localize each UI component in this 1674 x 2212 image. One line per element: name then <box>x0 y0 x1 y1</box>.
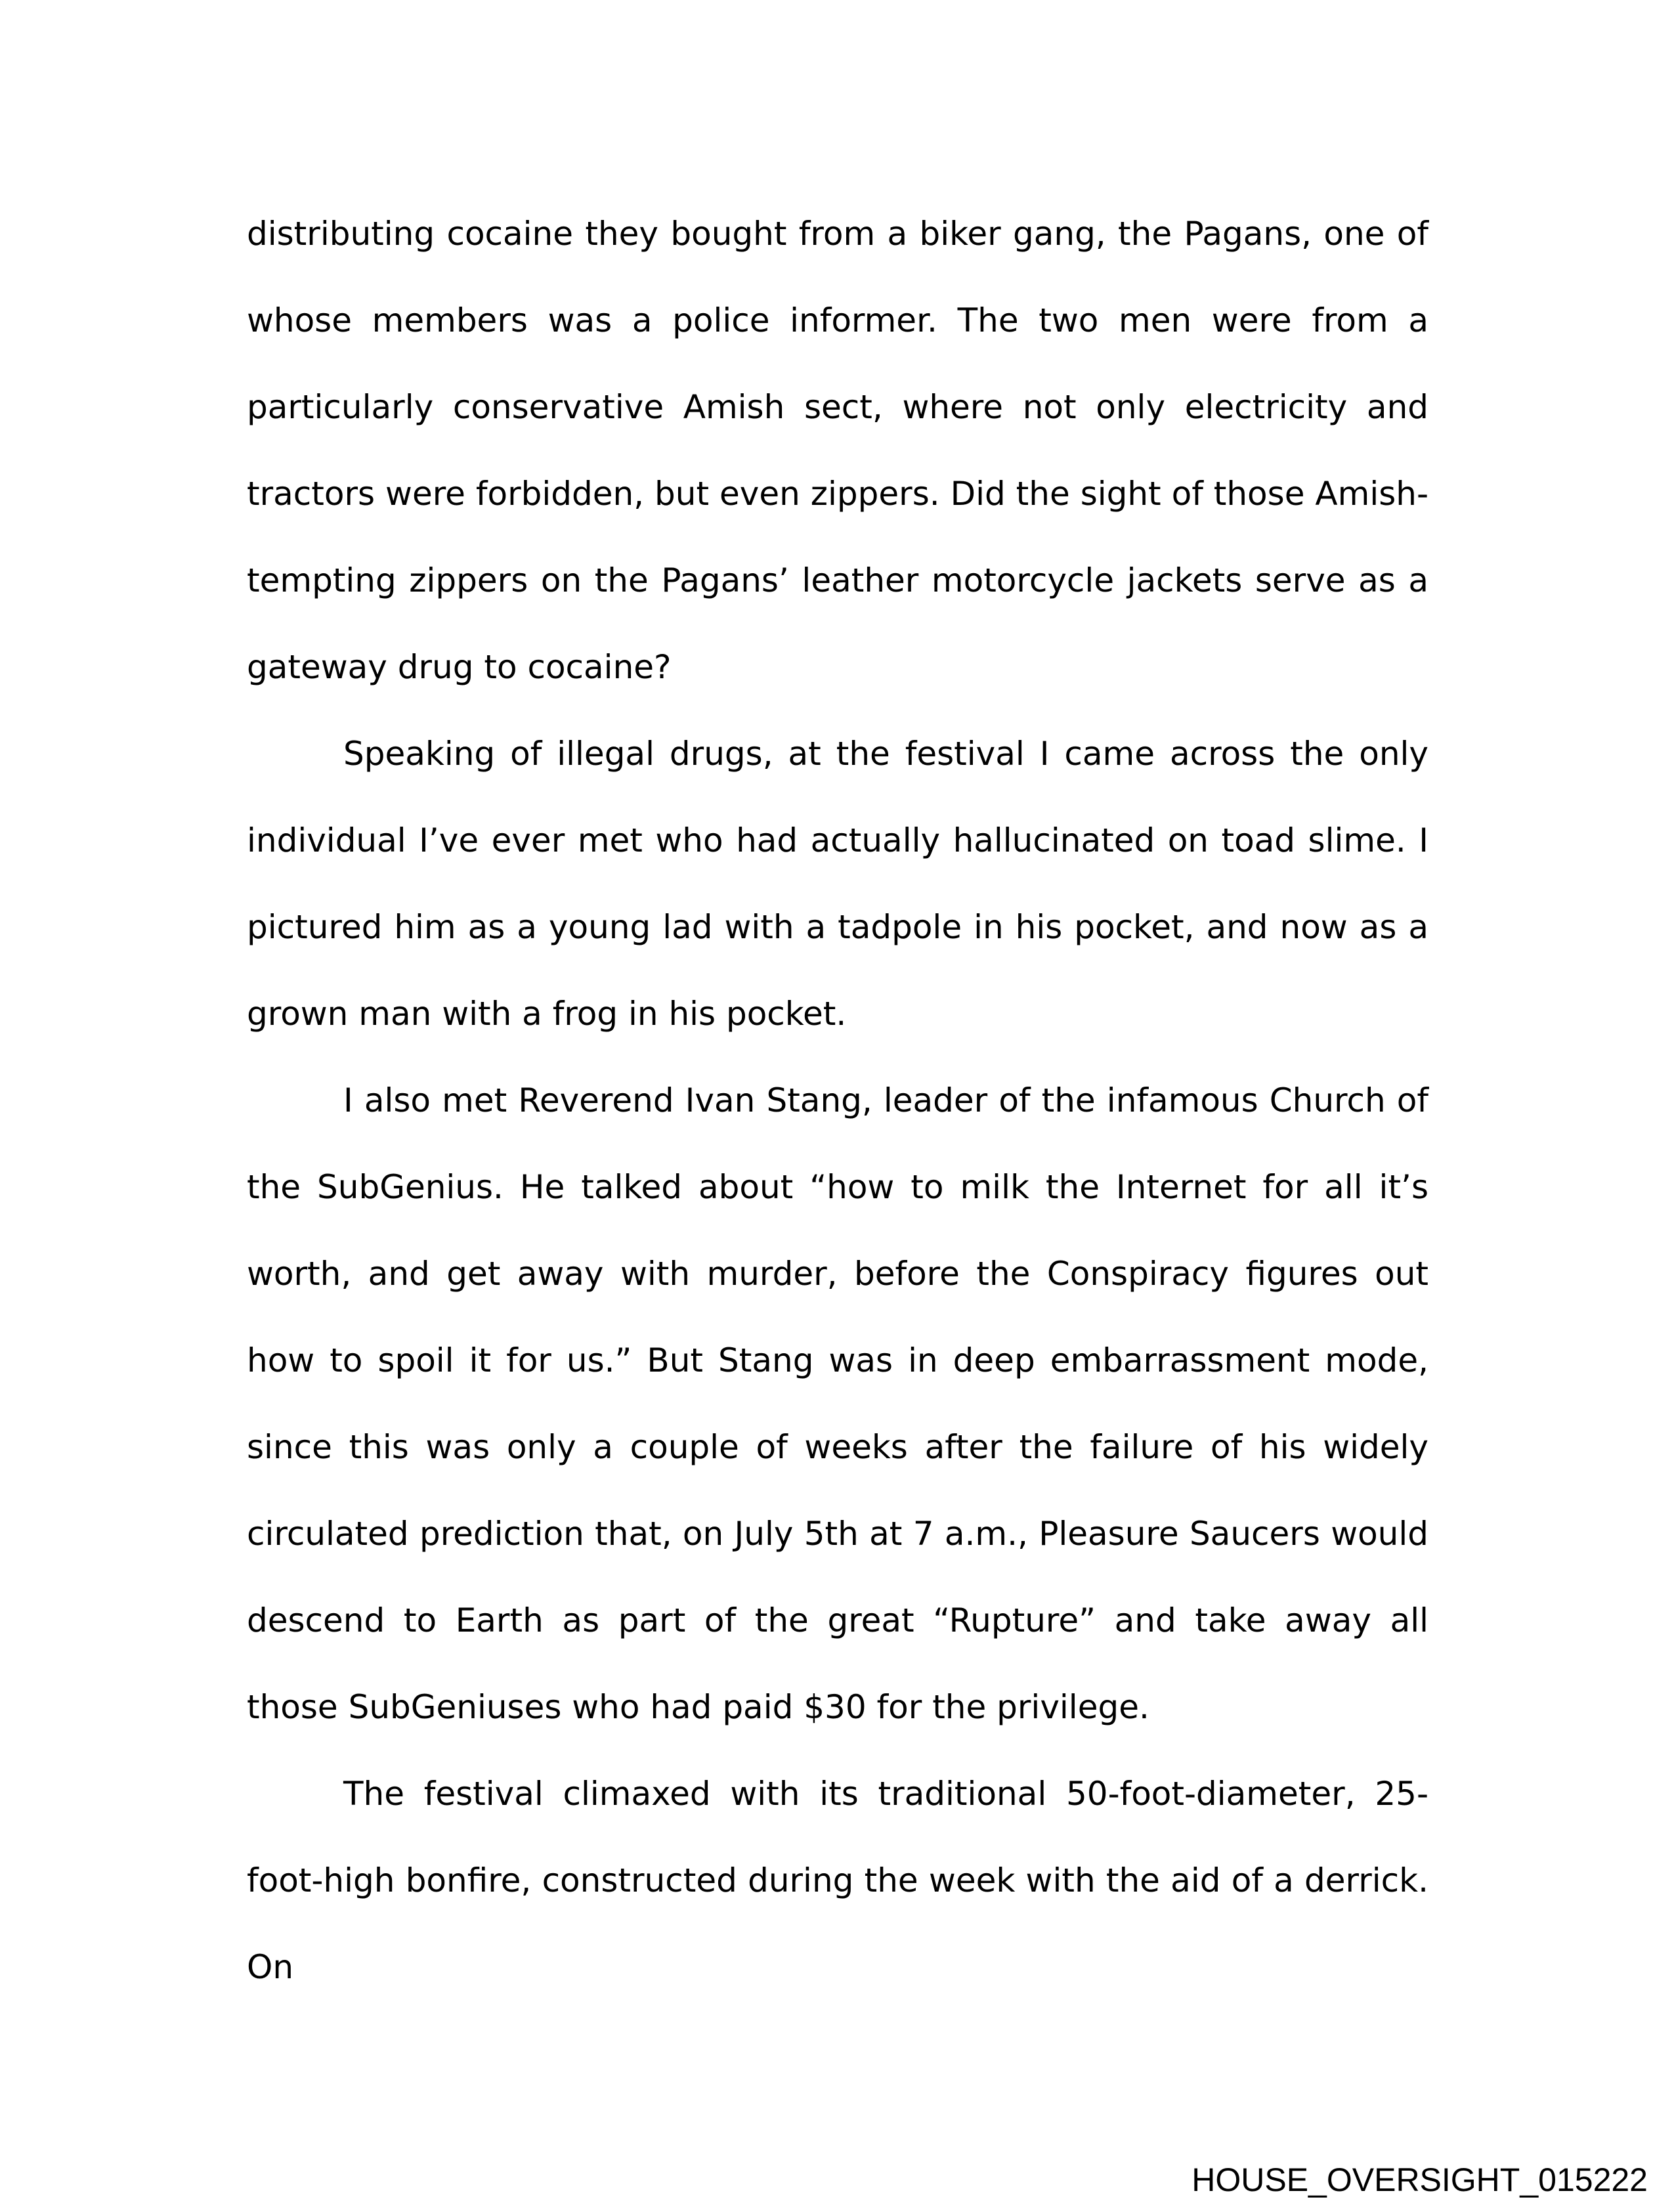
paragraph-ivan-stang: I also met Reverend Ivan Stang, leader of the infamous Church of the SubGenius. He talked about “how to milk the Internet for all it’s worth, and get away with murder, before the Conspiracy figures out how to spoil it for us.” But Stang was in deep embarrassment mode, since this was only a couple of weeks after the failure of his widely circulated prediction that, on July 5th at 7 a.m., Pleasure Saucers would descend to Earth as part of the great “Rupture” and take away all those SubGeniuses who had paid $30 for the privilege. <box>247 1081 1428 1726</box>
body-text <box>247 190 1428 2010</box>
paragraph-continuation: distributing cocaine they bought from a biker gang, the Pagans, one of whose members was a police informer. The two men were from a particularly conservative Amish sect, where not only electricity and tractors were forbidden, but even zippers. Did the sight of those Amish-tempting zippers on the Pagans’ leather motorcycle jackets serve as a gateway drug to cocaine? <box>247 215 1428 686</box>
paragraph-bonfire: The festival climaxed with its traditional 50-foot-diameter, 25-foot-high bonfire, constructed during the week with the aid of a derrick. On <box>247 1775 1428 1986</box>
paragraph-toad-slime: Speaking of illegal drugs, at the festival I came across the only individual I’ve ever met who had actually hallucinated on toad slime. I pictured him as a young lad with a tadpole in his pocket, and now as a grown man with a frog in his pocket. <box>247 735 1428 1033</box>
bates-number: HOUSE_OVERSIGHT_015222 <box>1191 2161 1648 2198</box>
